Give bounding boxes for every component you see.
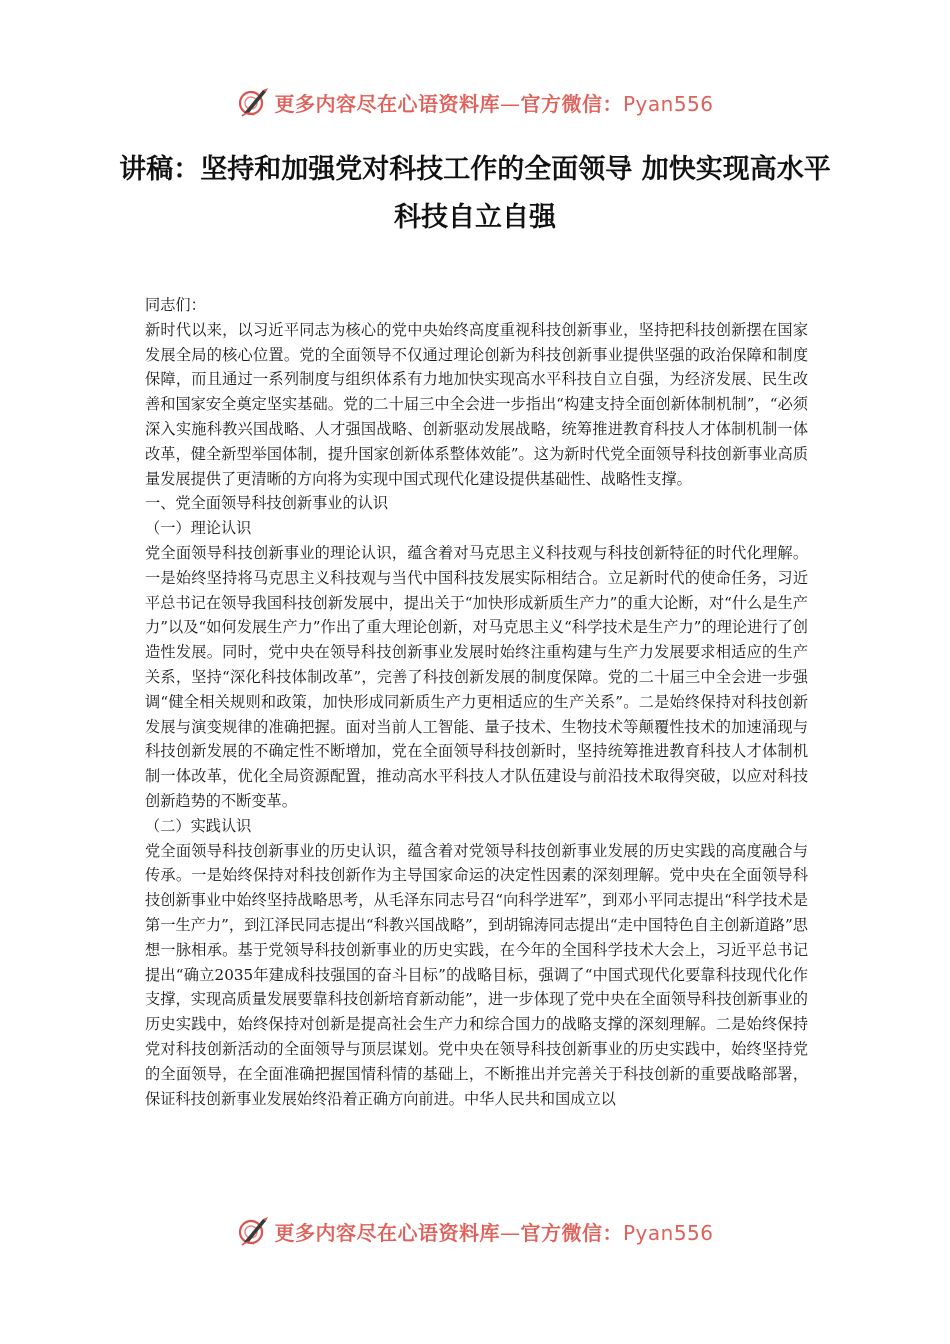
subsection-heading-practice: （二）实践认识 [145, 816, 252, 835]
watermark-wechat-label: 官方微信： [520, 1220, 623, 1245]
header-watermark-banner [0, 82, 950, 122]
practice-paragraph: 党全面领导科技创新事业的历史认识，蕴含着对党领导科技创新事业发展的历史实践的高度融合与传承。一是始终保持对科技创新作为主导国家命运的决定性因素的深刻理解。党中央在全面领导科技创新事业中始终坚持战略思考，从毛泽东同志号召“向科学进军”，到邓小平同志提出“科学技术是第一生产力”，到江泽民同志提出“科教兴国战略”，到胡锦涛同志提出“走中国特色自主创新道路”思想一脉相承。基于党领导科技创新事业的历史实践，在今年的全国科学技术大会上，习近平总书记提出“确立2035年建成科技强国的奋斗目标”的战略目标，强调了“中国式现代化要靠科技现代化作支撑，实现高质量发展要靠科技创新培育新动能”，进一步体现了党中央在全面领导科技创新事业的历史实践中，始终保持对创新是提高社会生产力和综合国力的战略支撑的深刻理解。二是始终保持党对科技创新活动的全面领导与顶层谋划。党中央在领导科技创新事业的历史实践中，始终坚持党的全面领导，在全面准确把握国情科情的基础上，不断推出并完善关于科技创新的重要战略部署，保证科技创新事业发展始终沿着正确方向前进。中华人民共和国成立以 [145, 841, 808, 1108]
intro-paragraph: 新时代以来，以习近平同志为核心的党中央始终高度重视科技创新事业，坚持把科技创新摆在国家发展全局的核心位置。党的全面领导不仅通过理论创新为科技创新事业提供坚强的政治保障和制度保障，而且通过一系列制度与组织体系有力地加快实现高水平科技自立自强，为经济发展、民生改善和国家安全奠定坚实基础。党的二十届三中全会进一步指出“构建支持全面创新体制机制”，“必须深入实施科教兴国战略、人才强国战略、创新驱动发展战略，统筹推进教育科技人才体制机制一体改革，健全新型举国体制，提升国家创新体系整体效能”。这为新时代党全面领导科技创新事业高质量发展提供了更清晰的方向将为实现中国式现代化建设提供基础性、战略性支撑。 [145, 320, 808, 488]
footer-watermark-banner [0, 1211, 950, 1251]
watermark-library-name: 更多内容尽在心语资料库 [274, 1220, 500, 1245]
watermark-wechat-label: 官方微信： [520, 91, 623, 116]
watermark-library-name: 更多内容尽在心语资料库 [274, 91, 500, 116]
watermark-text [274, 1217, 713, 1246]
document-body [145, 293, 808, 1111]
greeting: 同志们： [145, 296, 206, 314]
watermark-separator: — [499, 1220, 521, 1245]
watermark-separator: — [499, 91, 521, 116]
subsection-heading-theory: （一）理论认识 [145, 519, 252, 538]
section-heading-1: 一、党全面领导科技创新事业的认识 [145, 494, 388, 513]
handwriting-logo-icon [236, 1214, 270, 1248]
document-title: 讲稿：坚持和加强党对科技工作的全面领导 加快实现高水平科技自立自强 [119, 154, 831, 233]
theory-paragraph: 党全面领导科技创新事业的理论认识，蕴含着对马克思主义科技观与科技创新特征的时代化理解。一是始终坚持将马克思主义科技观与当代中国科技发展实际相结合。立足新时代的使命任务，习近平总书记在领导我国科技创新发展中，提出关于“加快形成新质生产力”的重大论断，对“什么是生产力”以及“如何发展生产力”作出了重大理论创新，对马克思主义“科学技术是生产力”的理论进行了创造性发展。同时，党中央在领导科技创新事业发展时始终注重构建与生产力发展要求相适应的生产关系，坚持“深化科技体制改革”，完善了科技创新发展的制度保障。党的二十届三中全会进一步强调“健全相关规则和政策，加快形成同新质生产力更相适应的生产关系”。二是始终保持对科技创新发展与演变规律的准确把握。面对当前人工智能、量子技术、生物技术等颠覆性技术的加速涌现与科技创新发展的不确定性不断增加，党在全面领导科技创新时，坚持统筹推进教育科技人才体制机制一体改革，优化全局资源配置，推动高水平科技人才队伍建设与前沿技术取得突破，以应对科技创新趋势的不断变革。 [145, 543, 808, 810]
watermark-wechat-id: Pyan556 [622, 91, 714, 116]
watermark-wechat-id: Pyan556 [622, 1220, 714, 1245]
watermark-text [274, 88, 713, 117]
handwriting-logo-icon [236, 85, 270, 119]
